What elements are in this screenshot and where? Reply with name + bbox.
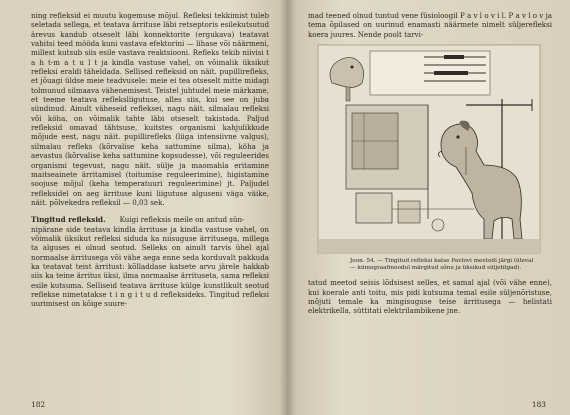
left-paragraph: ning refleksid ei muutu kogemuse mõjul. Refleksi tekkimist tuleb seletada sellega, et teatava ärrituse läbi retseptoris esilekutsutud ärevus kandub otseselt läbi konnektorite (ergukava) teatavat vahitsi teed mööda kuni vastava efektorini — lihase või näärmeni, millest kutsub siis esile vastava reaktsiooni. Refleks tekib niivisi t a h t-m a t u l t ja kindla vastuse vahel, on võimalik üksikut refleksi eraldi täheldada. Sellised refleksid on näit. pupillirefleks, et jõuagi üldse meie teadvusele: meie ei tea otseselt mitte midagi tolmunud silmaava vähenemisest. Teistel juhtudel meie märkame, et teeme teatava refleksliigutuse, alles siis, kui see on juba sündinud. Ainult väheseid refleksei, nagu näit. silmalau refleksi või köha, on võimalik tahte läbi otseselt takistada. Paljud refleksid omavad tähtsuse, kuitstes organismi kahjulikkude mõjude eest, nagu näit. pupillirefleks (liiga intensiivne valgus), silmalau refleks (kõrvalise keha sattumine silma), köha ja aevastus (kõrvalise keha sattumine kopsudesse), või reguleerides organismi tegevust, nagu näit. sülje ja maomahla eritamine maitseainete ärritamisel (toitumise reguleerimine), higistamine soojuse mõjul (keha temperatuuri reguleerimine) jt. Paljudel refleksidel on aeg ärrituse kuni liigutuse alguseni väga väike, näit. põlvekedra refleksil — 0,03 sek. <box>31 11 269 207</box>
floor <box>318 239 540 253</box>
figure-caption: Joon. 54. — Tingitud refleksi katse Pavlovi meetodi järgi (üleval — kümograafmoodul märgitud sõnu ja üksikud süljetilgad). <box>350 258 534 272</box>
pavlov-experiment-illustration <box>316 43 542 255</box>
right-bottom-text: tatud meetod seisis lõdsisest selles, et samal ajal (või vähe enne), kui koerale anti toitu, mis pidi kutsuma temal esile süljenõristuse, mõjuti temale ka mingisuguse teise ärritusega — helistati elektrikella, süttitati elektrilambikene jne. <box>308 278 552 316</box>
section-first-line: Kuigi refleksis meile on antud sün- <box>119 215 245 225</box>
pavlov-figure <box>316 43 542 255</box>
section-body: nipärane side teatava kindla ärrituse ja kindla vastuse vahel, on võimalik üksikut refleksi siduda ka niisuguse ärritusega, millega ta alguses ei olnud seotud. Selleks on ainult tarvis ühel ajal normaalse ärritusega või vähe aega enne seda korduvalt pakkuda ka teatavat teist ärritust: kõlladdase katsete arvu järele hakkab siis ka teine ärritus üksi, ilma normaalse ärrituseta, sama refleksi esile kutsuma. Selliseid teatava ärrituse külge kunstlikult seotud reflekse nimetatakse t i n g i t u d refleksideks. Tingitud refleksi uurimisest on kõige suure- <box>31 224 269 309</box>
right-top-text: mad teened olnud tuntud vene füsioloogil P a v l o v i l. P a v l o v ja tema õpilased on uurinud enamasti näärmete nimelt süljerefleksi koera juures. Nende poolt tarvi- <box>308 11 552 39</box>
paragraph-gap <box>31 207 269 215</box>
left-page <box>0 0 283 415</box>
section-title: Tingitud refleksid. <box>31 215 106 225</box>
section-heading-row <box>31 215 269 224</box>
page-number-left: 182 <box>31 400 46 409</box>
right-page <box>288 0 570 415</box>
page-number-right: 183 <box>531 400 546 409</box>
